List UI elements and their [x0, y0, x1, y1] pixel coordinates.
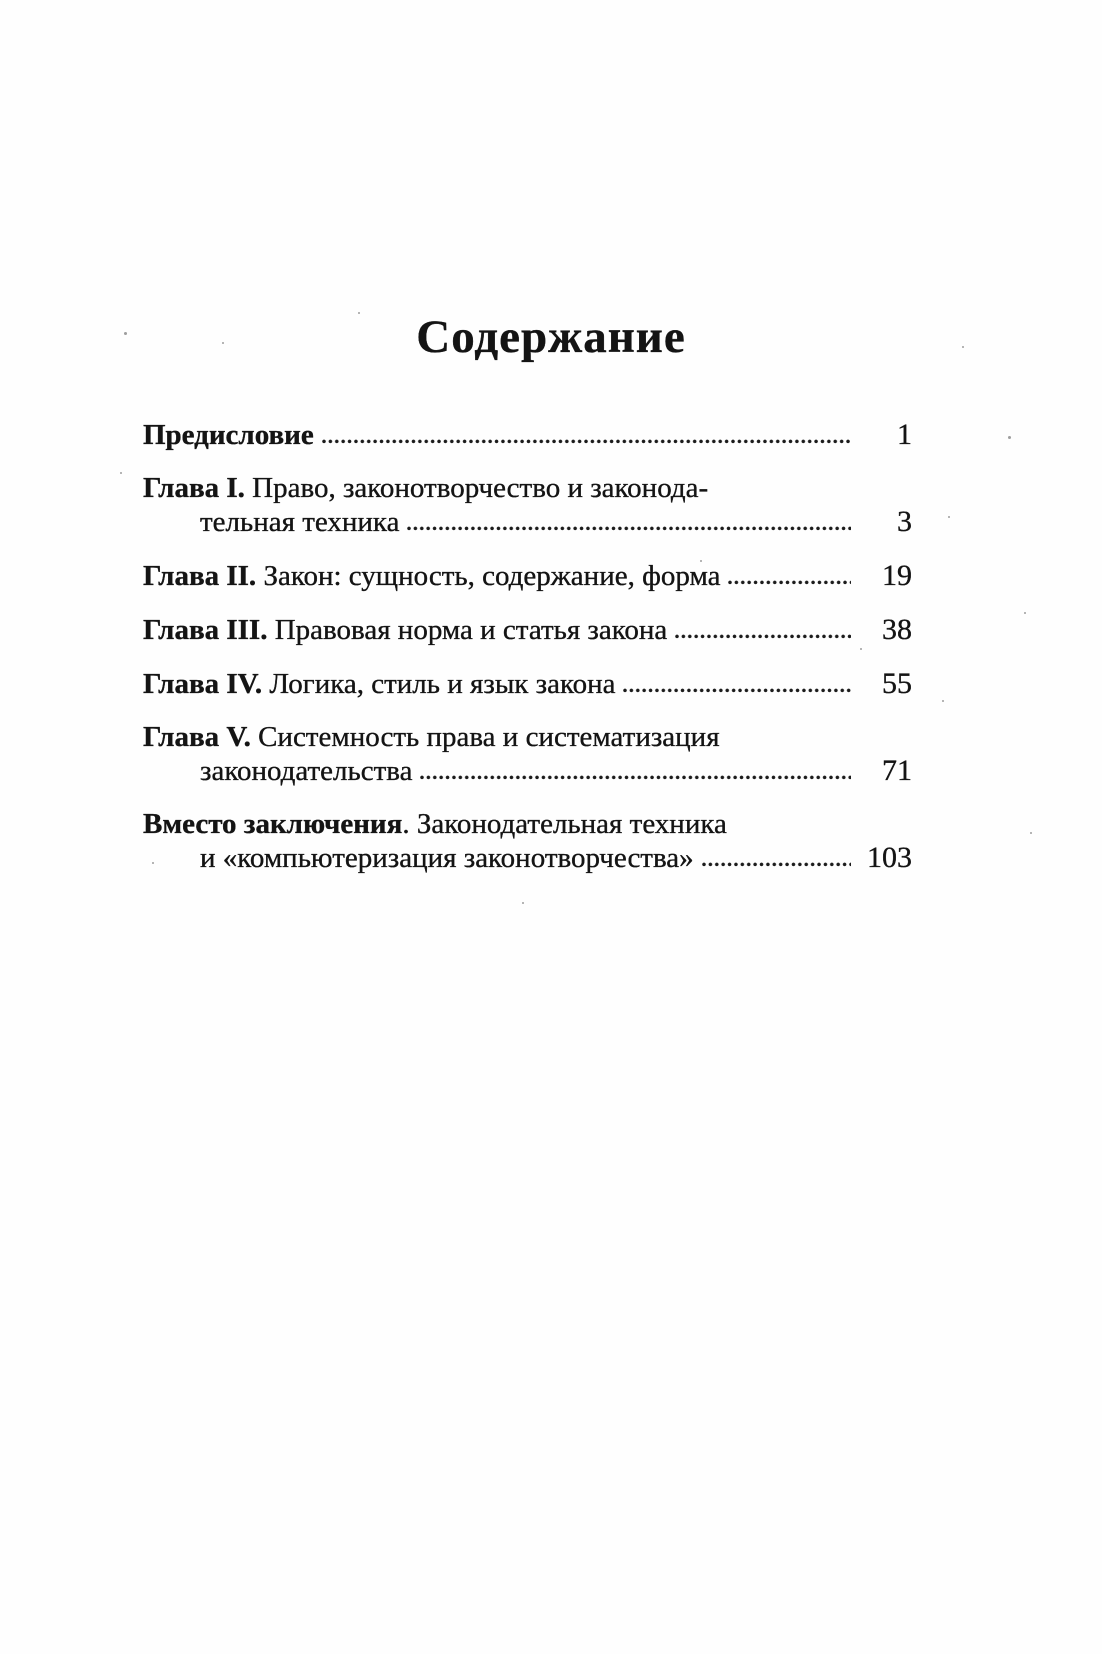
toc-line [143, 559, 912, 593]
scan-speck [522, 902, 524, 904]
toc-entry-chapter-5 [143, 721, 912, 788]
toc-entry-title: Предисловие [143, 419, 314, 451]
toc-line [143, 808, 912, 841]
toc-page-number: 71 [882, 754, 912, 787]
scan-speck [1030, 832, 1032, 834]
dotted-leader [420, 775, 851, 780]
toc-entry-chapter-2 [143, 559, 912, 593]
toc-entry-subtitle: Закон: сущность, содержание, форма [256, 560, 721, 592]
toc-entry-chapter-1 [143, 472, 912, 539]
toc-entry-title: Глава II. [143, 560, 257, 592]
toc-entry-title: Глава III. [143, 614, 268, 646]
toc-list [143, 418, 912, 895]
toc-entry-chapter-4 [143, 667, 912, 701]
scan-speck [860, 648, 862, 650]
toc-line [143, 613, 912, 647]
toc-page-number: 19 [882, 559, 912, 592]
toc-page-number: 3 [897, 505, 912, 538]
toc-entry-label [143, 808, 727, 841]
page-title: Содержание [416, 311, 686, 363]
toc-line [143, 721, 912, 754]
scan-speck [358, 312, 360, 314]
toc-entry-subtitle-continuation: законодательства [200, 755, 413, 787]
scan-speck [962, 346, 964, 348]
toc-entry-preface [143, 418, 912, 452]
toc-entry-subtitle: Системность права и систематизация [250, 721, 720, 753]
toc-entry-title: Вместо заключения [143, 808, 403, 840]
toc-entry-subtitle: . Законодательная техника [402, 808, 727, 840]
scan-speck [700, 560, 702, 562]
toc-entry-chapter-3 [143, 613, 912, 647]
toc-entry-subtitle: Правовая норма и статья закона [267, 614, 668, 646]
toc-entry-subtitle: Логика, стиль и язык закона [262, 668, 616, 700]
toc-entry-label [143, 560, 720, 593]
scan-speck [948, 516, 950, 518]
toc-entry-label [143, 419, 314, 452]
toc-page-number: 38 [882, 613, 912, 646]
toc-page-number: 55 [882, 667, 912, 700]
toc-page-number: 103 [867, 841, 912, 874]
toc-entry-title: Глава I. [143, 472, 245, 504]
scan-speck [124, 332, 127, 335]
scan-speck [1024, 612, 1026, 614]
scan-speck [1008, 436, 1011, 439]
scan-speck [152, 862, 154, 864]
toc-entry-label [143, 614, 667, 647]
toc-entry-title: Глава IV. [143, 668, 263, 700]
scan-speck [222, 342, 224, 344]
toc-page-number: 1 [897, 418, 912, 451]
toc-line-continuation [143, 841, 912, 875]
toc-line [143, 418, 912, 452]
toc-entry-label [143, 721, 720, 754]
toc-entry-subtitle: Право, законотворчество и законода- [244, 472, 709, 504]
toc-line-continuation [143, 754, 912, 788]
scan-speck [942, 700, 944, 702]
dotted-leader [675, 634, 851, 639]
scan-speck [120, 472, 122, 474]
dotted-leader [623, 688, 851, 693]
toc-line-continuation [143, 505, 912, 539]
toc-entry-subtitle-continuation: тельная техника [200, 506, 400, 538]
dotted-leader [728, 580, 851, 585]
toc-entry-conclusion [143, 808, 912, 875]
toc-entry-label [143, 472, 708, 505]
toc-entry-title: Глава V. [143, 721, 251, 753]
dotted-leader [407, 526, 851, 531]
toc-entry-label [143, 668, 615, 701]
toc-line [143, 472, 912, 505]
dotted-leader [322, 439, 851, 444]
dotted-leader [702, 862, 851, 867]
toc-line [143, 667, 912, 701]
toc-entry-subtitle-continuation: и «компьютеризация законотворчества» [200, 842, 694, 874]
